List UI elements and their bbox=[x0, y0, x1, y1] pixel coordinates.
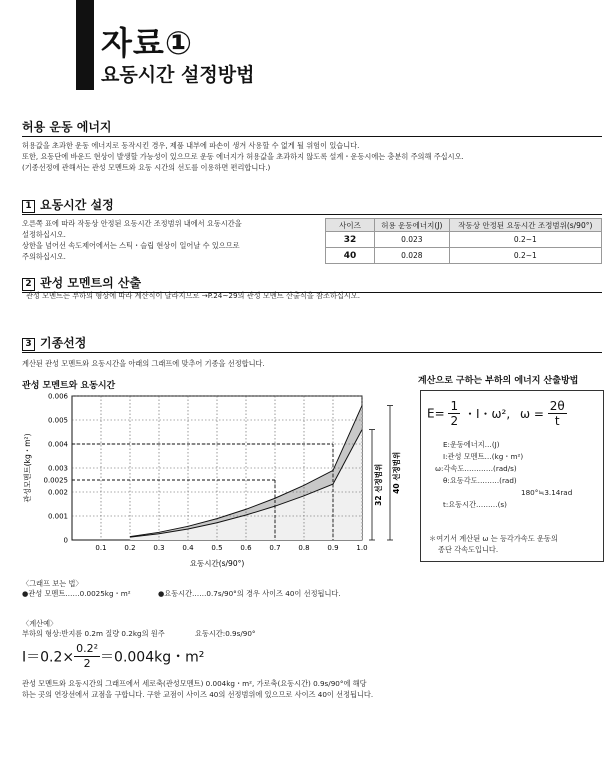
x-tick-label: 0.7 bbox=[269, 544, 281, 552]
half-fraction bbox=[448, 399, 460, 428]
table-header: 작동상 안정된 요동시간 조정범위(s/90°) bbox=[449, 219, 601, 232]
fraction-top: 0.2² bbox=[76, 642, 99, 655]
sec2-number: 2 bbox=[22, 278, 35, 291]
sec2-heading: 2 관성 모멘트의 산출 bbox=[22, 274, 602, 293]
y-tick-label: 0.004 bbox=[47, 440, 68, 449]
formula-definitions bbox=[435, 439, 573, 511]
sec1-line: 주의하십시오. bbox=[22, 252, 66, 261]
chart-title: 관성 모멘트와 요동시간 bbox=[22, 381, 116, 391]
x-tick-label: 0.2 bbox=[124, 544, 136, 552]
energy-line: 허용값을 초과한 운동 에너지로 동작시킨 경우, 제품 내부에 파손이 생겨 사용할 수 없게 될 위험이 있습니다. bbox=[22, 141, 360, 150]
sec1-heading: 1 요동시간 설정 bbox=[22, 196, 602, 215]
sec1-text bbox=[22, 218, 322, 262]
table-cell: 0.2~1 bbox=[449, 232, 601, 248]
y-tick-label: 0.005 bbox=[47, 416, 68, 425]
fraction-bottom: 2 bbox=[450, 414, 459, 428]
y-tick-label: 0.0025 bbox=[43, 476, 68, 485]
energy-formula-rhs: ・I・ω², bbox=[463, 407, 511, 421]
formula-note-line: ＊여기서 계산된 ω 는 등각가속도 운동의 bbox=[429, 534, 558, 543]
graph-reading-right: ●요동시간……0.7s/90°의 경우 사이즈 40이 선정됩니다. bbox=[158, 589, 341, 598]
y-tick-label: 0.003 bbox=[47, 464, 68, 473]
y-axis-label: 관성모멘트(kg・m²) bbox=[23, 433, 32, 503]
table-row bbox=[326, 232, 602, 248]
page-title: 자료① bbox=[101, 24, 193, 62]
header-bar bbox=[76, 0, 94, 90]
sec1-line: 상한을 넘어선 속도제어에서는 스틱・슬립 현상이 일어날 수 있으므로 bbox=[22, 241, 240, 250]
example-heading: 〈계산예〉 bbox=[22, 619, 58, 628]
formula-fraction bbox=[74, 642, 100, 671]
sec1-line: 설정하십시오. bbox=[22, 230, 66, 239]
x-tick-label: 0.8 bbox=[298, 544, 310, 552]
table-cell: 32 bbox=[326, 232, 375, 248]
formula-def: θ:요동각도………(rad) bbox=[443, 476, 517, 485]
formula-rhs: ＝0.004kg・m² bbox=[100, 649, 205, 666]
table-cell: 0.028 bbox=[375, 248, 450, 264]
size40-range-label: 40 선정범위 bbox=[392, 451, 401, 494]
table-header: 허용 운동에너지(J) bbox=[375, 219, 450, 232]
example-shape: 부하의 형상:반지름 0.2m 질량 0.2kg의 원주 bbox=[22, 629, 165, 638]
table-cell: 40 bbox=[326, 248, 375, 264]
omega-formula-lhs: ω = bbox=[519, 406, 544, 421]
fraction-bottom: t bbox=[554, 414, 560, 428]
formula-def: E:운동에너지…(J) bbox=[443, 440, 500, 449]
energy-line: 또한, 요동단에 바운드 현상이 발생할 가능성이 있으므로 운동 에너지가 허용값을 초과하지 않도록 설계・운동시에는 충분히 주의해 주십시오. bbox=[22, 152, 464, 161]
x-tick-label: 0.6 bbox=[240, 544, 252, 552]
formula-def: I:관성 모멘트…(kg・m²) bbox=[443, 452, 524, 461]
page-subtitle: 요동시간 설정방법 bbox=[101, 64, 255, 86]
y-tick-label: 0 bbox=[63, 536, 68, 545]
energy-formula bbox=[427, 399, 567, 428]
formula-note-line: 종단 각속도입니다. bbox=[438, 545, 499, 554]
table-cell: 0.2~1 bbox=[449, 248, 601, 264]
x-tick-label: 0.1 bbox=[95, 544, 107, 552]
energy-text bbox=[22, 140, 607, 173]
example-formula bbox=[22, 642, 204, 671]
sec3-number: 3 bbox=[22, 338, 35, 351]
formula-def: 180°≒3.14rad bbox=[521, 488, 573, 497]
inertia-time-chart bbox=[22, 390, 414, 578]
x-tick-label: 0.9 bbox=[327, 544, 339, 552]
fraction-top: 2θ bbox=[549, 399, 565, 413]
y-tick-label: 0.002 bbox=[47, 488, 68, 497]
sec1-number: 1 bbox=[22, 200, 35, 213]
fraction-bottom: 2 bbox=[83, 657, 91, 670]
table-cell: 0.023 bbox=[375, 232, 450, 248]
sec2-text: 관성 모멘트는 부하의 형상에 따라 계산식이 달라지므로 →P.24~29의 관성 모멘트 산출식을 참조하십시오. bbox=[26, 291, 361, 300]
x-tick-label: 0.5 bbox=[211, 544, 223, 552]
formula-lhs: I＝0.2× bbox=[22, 649, 75, 666]
example-line: 관성 모멘트와 요동시간의 그래프에서 세로축(관성모멘트) 0.004kg・m², 가로축(요동시간) 0.9s/90°에 해당 bbox=[22, 679, 367, 688]
table-row bbox=[326, 248, 602, 264]
y-tick-label: 0.001 bbox=[47, 512, 68, 521]
spec-table bbox=[325, 218, 602, 264]
size32-range-label: 32 선정범위 bbox=[374, 463, 383, 506]
example-time: 요동시간:0.9s/90° bbox=[195, 629, 256, 638]
energy-heading: 허용 운동 에너지 bbox=[22, 118, 602, 137]
graph-reading-heading: 〈그래프 보는 법〉 bbox=[22, 579, 83, 588]
table-header: 사이즈 bbox=[326, 219, 375, 232]
energy-formula-lhs: E= bbox=[427, 406, 445, 421]
formula-def: ω:각속도…………(rad/s) bbox=[435, 464, 517, 473]
x-tick-label: 1.0 bbox=[356, 544, 368, 552]
y-tick-label: 0.006 bbox=[47, 392, 68, 401]
x-tick-label: 0.4 bbox=[182, 544, 194, 552]
formula-box bbox=[420, 390, 604, 562]
sec3-heading: 3 기종선정 bbox=[22, 334, 602, 353]
omega-fraction bbox=[548, 399, 567, 428]
energy-line: (기종선정에 관해서는 관성 모멘트와 요동 시간의 선도를 이용하면 편리합니다.) bbox=[22, 163, 271, 172]
fraction-top: 1 bbox=[450, 399, 459, 413]
x-tick-label: 0.3 bbox=[153, 544, 165, 552]
x-axis-label: 요동시간(s/90°) bbox=[189, 559, 245, 568]
sec1-line: 오른쪽 표에 따라 작동상 안정된 요동시간 조정범위 내에서 요동시간을 bbox=[22, 219, 242, 228]
example-line: 하는 곳의 연장선에서 교점을 구합니다. 구한 교점이 사이즈 40의 선정범위에 있으므로 사이즈 40이 선정됩니다. bbox=[22, 690, 374, 699]
graph-reading-left: ●관성 모멘트……0.0025kg・m² bbox=[22, 589, 131, 598]
example-text bbox=[22, 678, 612, 700]
formula-heading: 계산으로 구하는 부하의 에너지 산출방법 bbox=[418, 376, 579, 386]
formula-note bbox=[429, 533, 558, 555]
formula-def: t:요동시간………(s) bbox=[443, 500, 507, 509]
sec3-text: 계산된 관성 모멘트와 요동시간을 아래의 그래프에 맞추어 기종을 선정합니다. bbox=[22, 359, 265, 368]
